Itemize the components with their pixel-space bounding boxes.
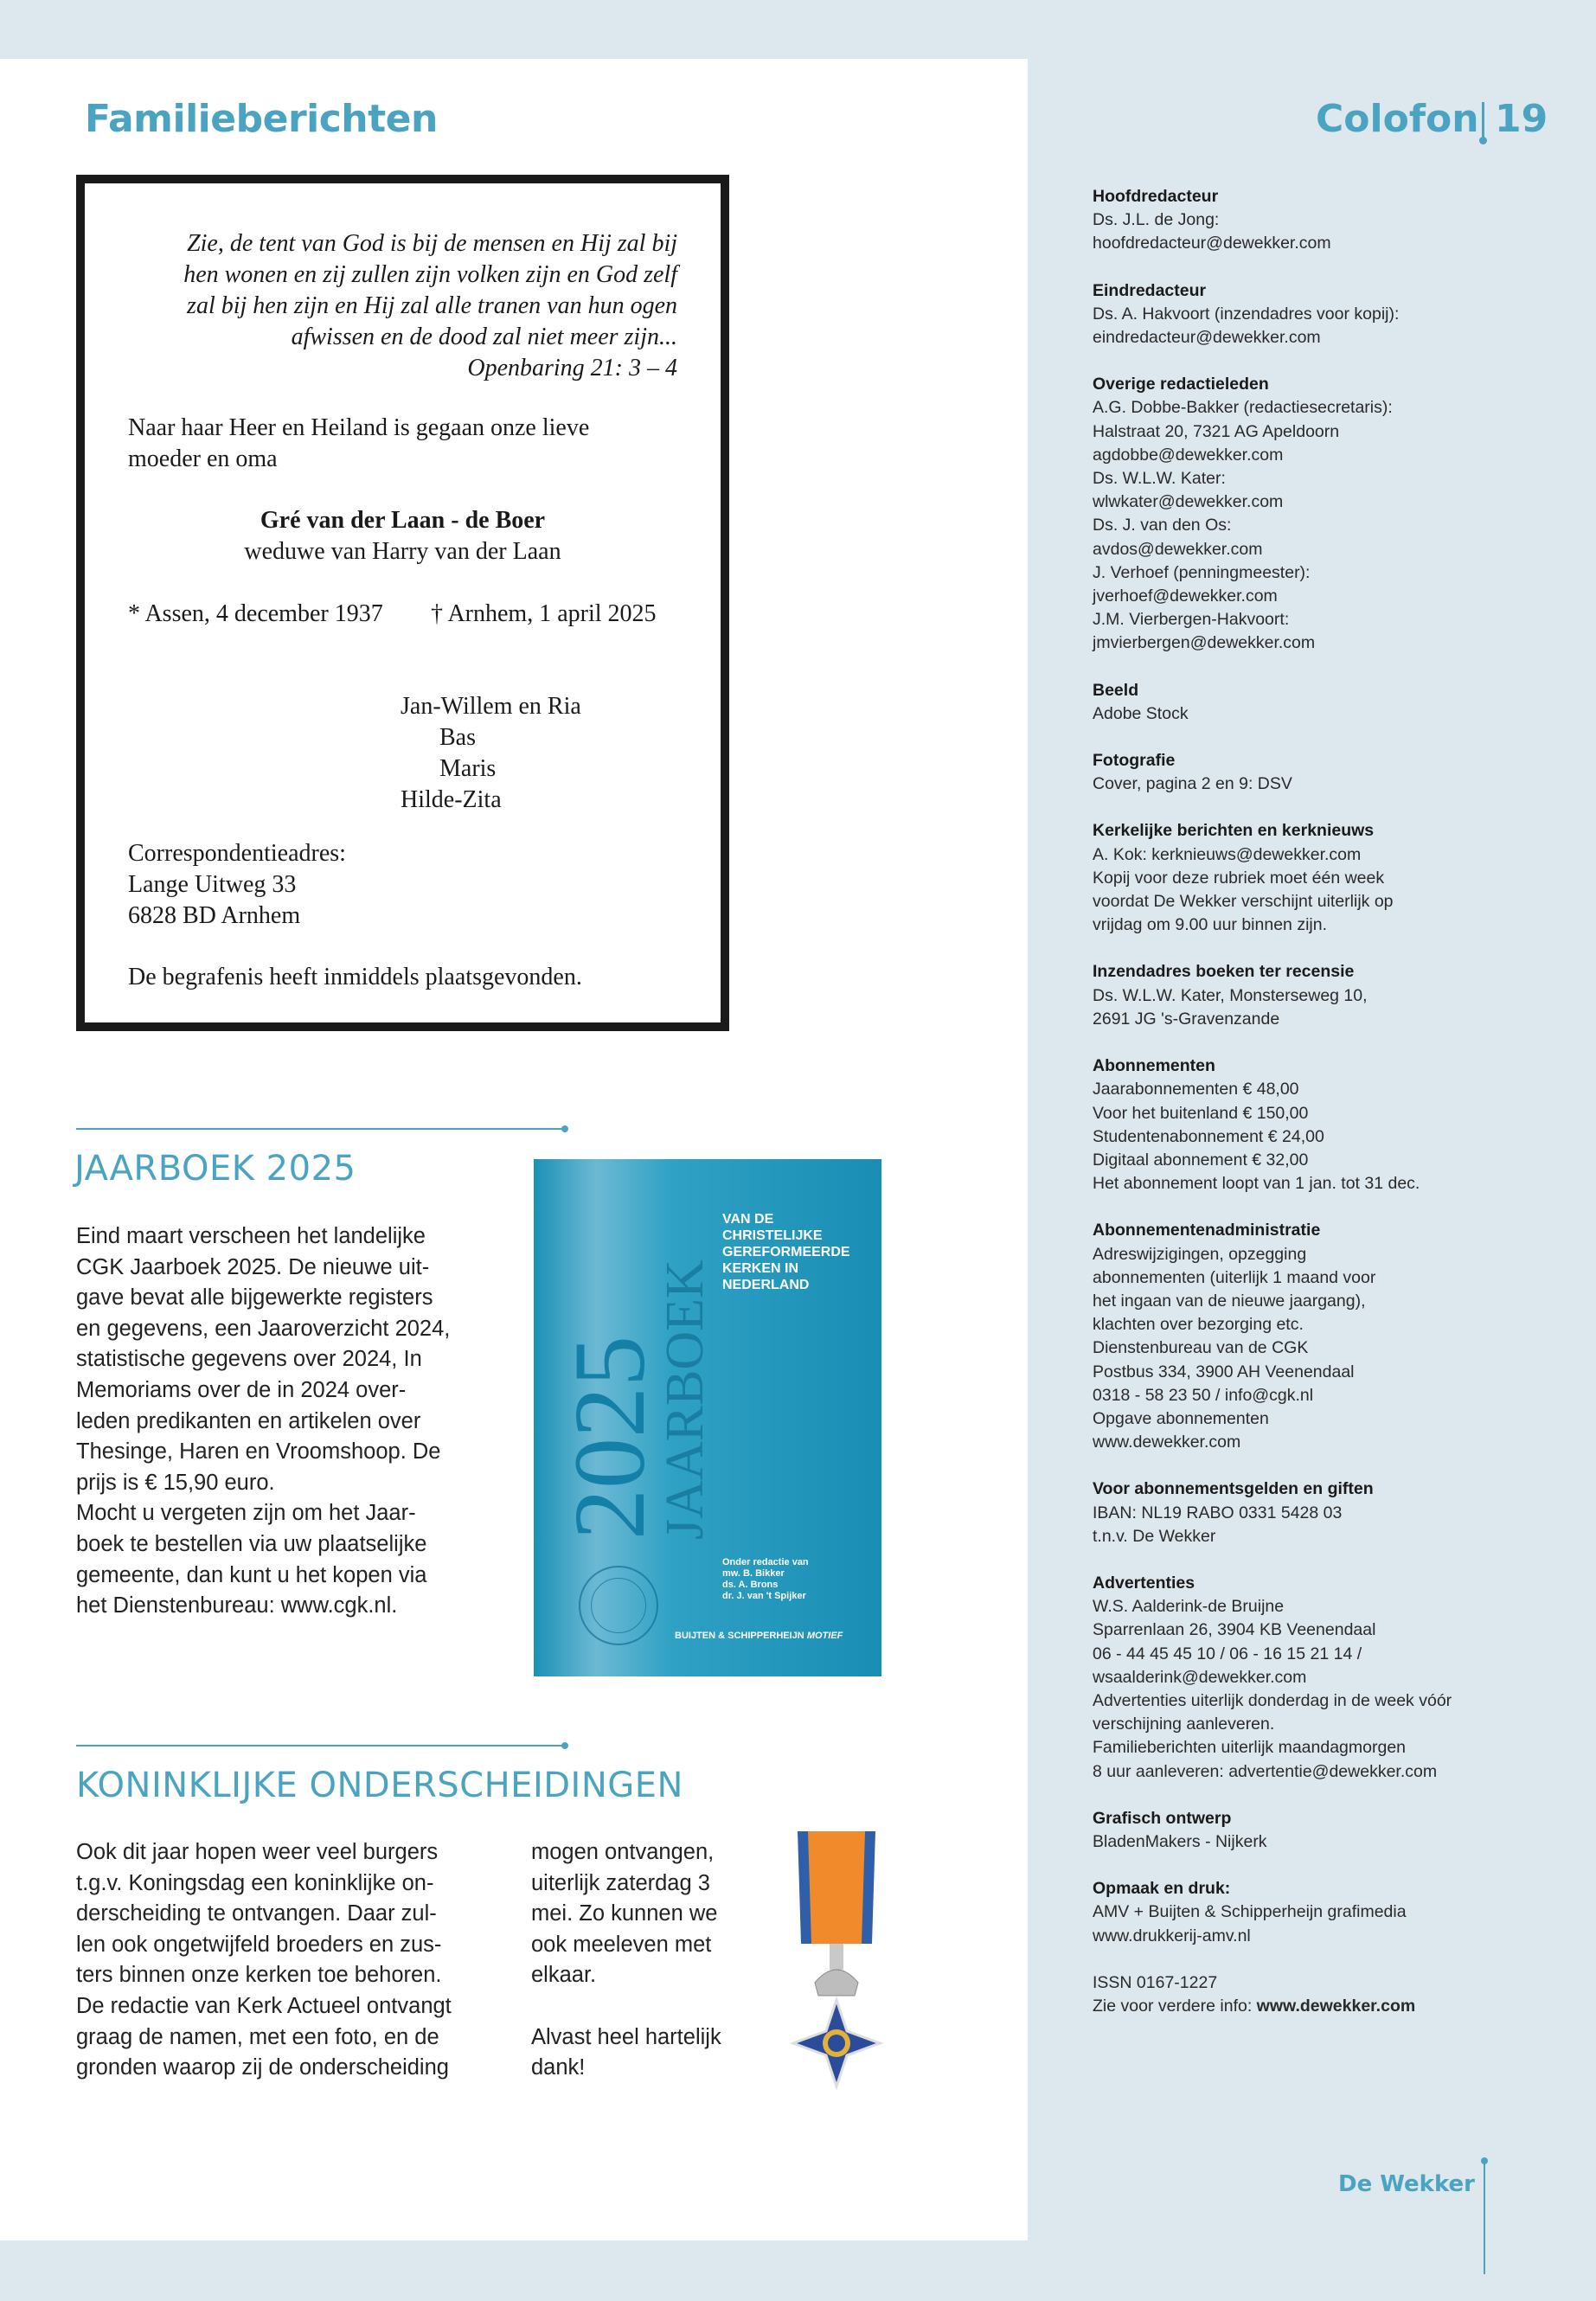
- colofon-line: AMV + Buijten & Schipperheijn grafimedia: [1093, 1902, 1407, 1922]
- family-list: [401, 691, 581, 816]
- colofon-line: www.drukkerij-amv.nl: [1093, 1926, 1251, 1945]
- jaarboek-cover-image: [534, 1159, 881, 1676]
- cover-word: JAARBOEK: [656, 1259, 715, 1540]
- colofon-line: Dienstenbureau van de CGK: [1093, 1338, 1309, 1358]
- editor-line: dr. J. van 't Spijker: [722, 1591, 806, 1601]
- colofon-heading: Beeld: [1093, 680, 1139, 700]
- colofon-line: Ds. W.L.W. Kater, Monsterseweg 10,: [1093, 985, 1368, 1005]
- colofon-line: BladenMakers - Nijkerk: [1093, 1831, 1267, 1851]
- funeral-note: De begrafenis heeft inmiddels plaatsgevonden.: [128, 964, 582, 990]
- colofon-line: Digitaal abonnement € 32,00: [1093, 1150, 1309, 1170]
- text-line: Mocht u vergeten zijn om het Jaar-: [76, 1501, 416, 1526]
- colofon-line: A.G. Dobbe-Bakker (redactiesecretaris):: [1093, 398, 1393, 418]
- quote-line: afwissen en de dood zal niet meer zijn...: [291, 324, 677, 350]
- colofon-heading: Voor abonnementsgelden en giften: [1093, 1479, 1374, 1499]
- divider: [76, 1745, 565, 1747]
- cgk-seal-icon: [579, 1566, 658, 1645]
- colofon-line: Ds. J. van den Os:: [1093, 516, 1232, 535]
- colofon-line: 06 - 44 45 45 10 / 06 - 16 15 21 14 /: [1093, 1644, 1362, 1663]
- text-line: elkaar.: [531, 1963, 597, 1988]
- koninklijke-col2: [531, 1837, 782, 2084]
- colofon-line: J. Verhoef (penningmeester):: [1093, 562, 1311, 582]
- colofon-line: Voor het buitenland € 150,00: [1093, 1103, 1309, 1123]
- colofon-line: Halstraat 20, 7321 AG Apeldoorn: [1093, 421, 1340, 441]
- colofon-line: Advertenties uiterlijk donderdag in de week vóór: [1093, 1690, 1452, 1710]
- deceased-name: Gré van der Laan - de Boer: [260, 507, 546, 534]
- text-line: statistische gegevens over 2024, In: [76, 1347, 422, 1372]
- colofon-heading: Eindredacteur: [1093, 280, 1207, 300]
- colofon-line: IBAN: NL19 RABO 0331 5428 03: [1093, 1503, 1343, 1522]
- koninklijke-col1: [76, 1837, 509, 2084]
- medal-image: [789, 1831, 884, 2091]
- text-line: uiterlijk zaterdag 3: [531, 1870, 710, 1895]
- quote-line: Zie, de tent van God is bij de mensen en Hij zal bij: [187, 230, 677, 257]
- footer-dot: [1481, 2157, 1488, 2164]
- colofon-group: [1093, 1477, 1586, 1548]
- colofon-group: [1093, 1971, 1586, 2018]
- quote-line: zal bij hen zijn en Hij zal alle tranen van hun ogen: [187, 292, 677, 319]
- text-line: Thesinge, Haren en Vroomshoop. De: [76, 1439, 441, 1465]
- colofon-line: eindredacteur@dewekker.com: [1093, 328, 1321, 348]
- colofon-heading: Advertenties: [1093, 1573, 1195, 1593]
- death: † Arnhem, 1 april 2025: [431, 600, 657, 627]
- text-line: Memoriams over de in 2024 over-: [76, 1377, 407, 1402]
- text-line: leden predikanten en artikelen over: [76, 1408, 421, 1433]
- imprint-name: MOTIEF: [806, 1631, 843, 1641]
- colofon-line: Jaarabonnementen € 48,00: [1093, 1080, 1299, 1099]
- colofon-line: agdobbe@dewekker.com: [1093, 445, 1284, 465]
- colofon-title: Colofon: [1316, 97, 1479, 141]
- memorial-notice: [76, 175, 729, 1031]
- colofon-line: het ingaan van de nieuwe jaargang),: [1093, 1291, 1366, 1311]
- text-line: len ook ongetwijfeld broeders en zus-: [76, 1932, 442, 1957]
- divider: [1482, 102, 1484, 140]
- colofon-line: Ds. J.L. de Jong:: [1093, 210, 1220, 230]
- address-line: Lange Uitweg 33: [128, 871, 297, 898]
- deceased-block: [85, 505, 721, 567]
- colofon-line: J.M. Vierbergen-Hakvoort:: [1093, 610, 1290, 630]
- colofon-line: Het abonnement loopt van 1 jan. tot 31 dec.: [1093, 1174, 1420, 1194]
- colofon-line: A. Kok: kerknieuws@dewekker.com: [1093, 844, 1362, 864]
- colofon-group: [1093, 819, 1586, 937]
- text-line: gave bevat alle bijgewerkte registers: [76, 1285, 433, 1311]
- colofon-line: Adobe Stock: [1093, 703, 1189, 723]
- footer-divider: [1484, 2161, 1485, 2274]
- colofon-line: 0318 - 58 23 50 / info@cgk.nl: [1093, 1385, 1314, 1405]
- subtitle-line: KERKEN IN NEDERLAND: [722, 1261, 810, 1292]
- colofon-group: [1093, 1572, 1586, 1784]
- text-line: Eind maart verscheen het landelijke: [76, 1224, 426, 1248]
- colofon-line: jmvierbergen@dewekker.com: [1093, 633, 1316, 653]
- divider-dot: [1479, 137, 1487, 144]
- family-member: Maris: [439, 755, 497, 782]
- colofon-heading: Hoofdredacteur: [1093, 187, 1219, 206]
- text-line: ters binnen onze kerken toe behoren.: [76, 1963, 442, 1988]
- cover-publisher: [675, 1631, 843, 1641]
- colofon-heading: Inzendadres boeken ter recensie: [1093, 962, 1355, 982]
- birth: * Assen, 4 december 1937: [128, 600, 383, 627]
- website-link[interactable]: www.dewekker.com: [1256, 1997, 1416, 2016]
- text-line: boek te bestellen via uw plaatselijke: [76, 1531, 427, 1556]
- colofon-line: voordat De Wekker verschijnt uiterlijk op: [1093, 892, 1394, 912]
- colofon-line: t.n.v. De Wekker: [1093, 1526, 1216, 1546]
- family-member: Hilde-Zita: [401, 786, 502, 813]
- text-line: CGK Jaarboek 2025. De nieuwe uit-: [76, 1254, 430, 1279]
- colofon-line: abonnementen (uiterlijk 1 maand voor: [1093, 1267, 1376, 1287]
- text-line: derscheiding te ontvangen. Daar zul-: [76, 1901, 437, 1926]
- text-line: [531, 1991, 782, 2022]
- quote-line: hen wonen en zij zullen zijn volken zijn en God zelf: [183, 261, 677, 288]
- colofon-group: [1093, 185, 1586, 256]
- colofon-line: klachten over bezorging etc.: [1093, 1315, 1304, 1335]
- intro-line: moeder en oma: [128, 445, 278, 472]
- text-line: mei. Zo kunnen we: [531, 1901, 718, 1926]
- colofon-group: [1093, 1807, 1586, 1854]
- text-line: mogen ontvangen,: [531, 1840, 715, 1864]
- colofon-line: Ds. W.L.W. Kater:: [1093, 469, 1226, 489]
- editor-line: Onder redactie van: [722, 1557, 809, 1567]
- colofon-group: [1093, 749, 1586, 796]
- editor-line: mw. B. Bikker: [722, 1568, 785, 1579]
- colofon-group: [1093, 1877, 1586, 1948]
- colofon-line: Adreswijzigingen, opzegging: [1093, 1244, 1307, 1264]
- colofon-line: Cover, pagina 2 en 9: DSV: [1093, 774, 1292, 794]
- colofon-line: Studentenabonnement € 24,00: [1093, 1126, 1324, 1146]
- colofon-line: ISSN 0167-1227: [1093, 1972, 1218, 1992]
- cover-editors: [722, 1557, 809, 1602]
- colofon-line: Familieberichten uiterlijk maandagmorgen: [1093, 1738, 1407, 1758]
- intro-text: [128, 413, 589, 475]
- widow-line: weduwe van Harry van der Laan: [244, 538, 561, 565]
- colofon-line: Ds. A. Hakvoort (inzendadres voor kopij):: [1093, 304, 1400, 324]
- intro-line: Naar haar Heer en Heiland is gegaan onze lieve: [128, 414, 590, 441]
- bible-quote: [106, 228, 677, 384]
- cover-subtitle: [722, 1211, 878, 1293]
- colofon-line: Opgave abonnementen: [1093, 1408, 1269, 1428]
- colofon-line: 8 uur aanleveren: advertentie@dewekker.com: [1093, 1761, 1438, 1781]
- publisher-name: BUIJTEN & SCHIPPERHEIJN: [675, 1631, 804, 1641]
- colofon-line: 2691 JG 's-Gravenzande: [1093, 1009, 1280, 1029]
- section-title: Familieberichten: [85, 97, 438, 141]
- colofon-heading: Fotografie: [1093, 751, 1176, 771]
- quote-reference: Openbaring 21: 3 – 4: [467, 355, 677, 381]
- subtitle-line: VAN DE: [722, 1212, 774, 1227]
- colofon-group: [1093, 373, 1586, 655]
- text-line: t.g.v. Koningsdag een koninklijke on-: [76, 1870, 434, 1895]
- colofon-heading: Grafisch ontwerp: [1093, 1808, 1232, 1828]
- colofon-group: [1093, 279, 1586, 350]
- text-line: gemeente, dan kunt u het kopen via: [76, 1562, 427, 1587]
- text-line: prijs is € 15,90 euro.: [76, 1470, 275, 1495]
- colofon-line: www.dewekker.com: [1093, 1433, 1241, 1452]
- colofon-group: [1093, 1219, 1586, 1454]
- editor-line: ds. A. Brons: [722, 1580, 779, 1590]
- colofon-line: wlwkater@dewekker.com: [1093, 492, 1284, 512]
- text-line: Ook dit jaar hopen weer veel burgers: [76, 1840, 439, 1864]
- text-line: Alvast heel hartelijk: [531, 2024, 721, 2049]
- colofon-line: W.S. Aalderink-de Bruijne: [1093, 1597, 1285, 1617]
- colofon-line: verschijning aanleveren.: [1093, 1715, 1275, 1734]
- text-line: gronden waarop zij de onderscheiding: [76, 2055, 449, 2080]
- text-line: ook meeleven met: [531, 1932, 712, 1957]
- info-line: [1093, 1995, 1586, 2018]
- address-line: 6828 BD Arnhem: [128, 902, 301, 929]
- colofon-group: [1093, 679, 1586, 726]
- page-number: 19: [1495, 97, 1548, 141]
- footer-brand: De Wekker: [1338, 2171, 1475, 2197]
- family-member: Jan-Willem en Ria: [401, 693, 581, 720]
- colofon-line: wsaalderink@dewekker.com: [1093, 1667, 1307, 1687]
- colofon-line: hoofdredacteur@dewekker.com: [1093, 234, 1331, 253]
- jaarboek-title: JAARBOEK 2025: [74, 1149, 356, 1189]
- cover-year: 2025: [553, 1336, 666, 1540]
- colofon-heading: Opmaak en druk:: [1093, 1879, 1231, 1899]
- address-line: Correspondentieadres:: [128, 840, 346, 867]
- colofon-heading: Abonnementenadministratie: [1093, 1221, 1321, 1240]
- colofon-line: Sparrenlaan 26, 3904 KB Veenendaal: [1093, 1620, 1376, 1640]
- info-prefix: Zie voor verdere info:: [1093, 1997, 1257, 2016]
- colofon-heading: Abonnementen: [1093, 1056, 1215, 1076]
- subtitle-line: CHRISTELIJKE GEREFORMEERDE: [722, 1228, 850, 1259]
- colofon-group: [1093, 960, 1586, 1031]
- colofon-line: jverhoef@dewekker.com: [1093, 586, 1278, 606]
- colofon-line: Kopij voor deze rubriek moet één week: [1093, 868, 1385, 888]
- colofon-line: Postbus 334, 3900 AH Veenendaal: [1093, 1362, 1355, 1381]
- colofon-list: [1093, 185, 1586, 2041]
- colofon-line: avdos@dewekker.com: [1093, 539, 1263, 559]
- text-line: graag de namen, met een foto, en de: [76, 2024, 439, 2049]
- address: [128, 838, 346, 932]
- divider: [76, 1128, 565, 1130]
- text-line: De redactie van Kerk Actueel ontvangt: [76, 1993, 452, 2018]
- colofon-heading: Kerkelijke berichten en kerknieuws: [1093, 821, 1375, 841]
- colofon-heading: Overige redactieleden: [1093, 375, 1269, 394]
- koninklijke-title: KONINKLIJKE ONDERSCHEIDINGEN: [76, 1766, 683, 1805]
- text-line: het Dienstenbureau: www.cgk.nl.: [76, 1593, 398, 1618]
- colofon-group: [1093, 1054, 1586, 1195]
- family-member: Bas: [439, 724, 476, 751]
- colofon-line: vrijdag om 9.00 uur binnen zijn.: [1093, 915, 1327, 935]
- text-line: en gegevens, een Jaaroverzicht 2024,: [76, 1316, 451, 1341]
- jaarboek-body: [76, 1221, 526, 1622]
- text-line: dank!: [531, 2055, 586, 2080]
